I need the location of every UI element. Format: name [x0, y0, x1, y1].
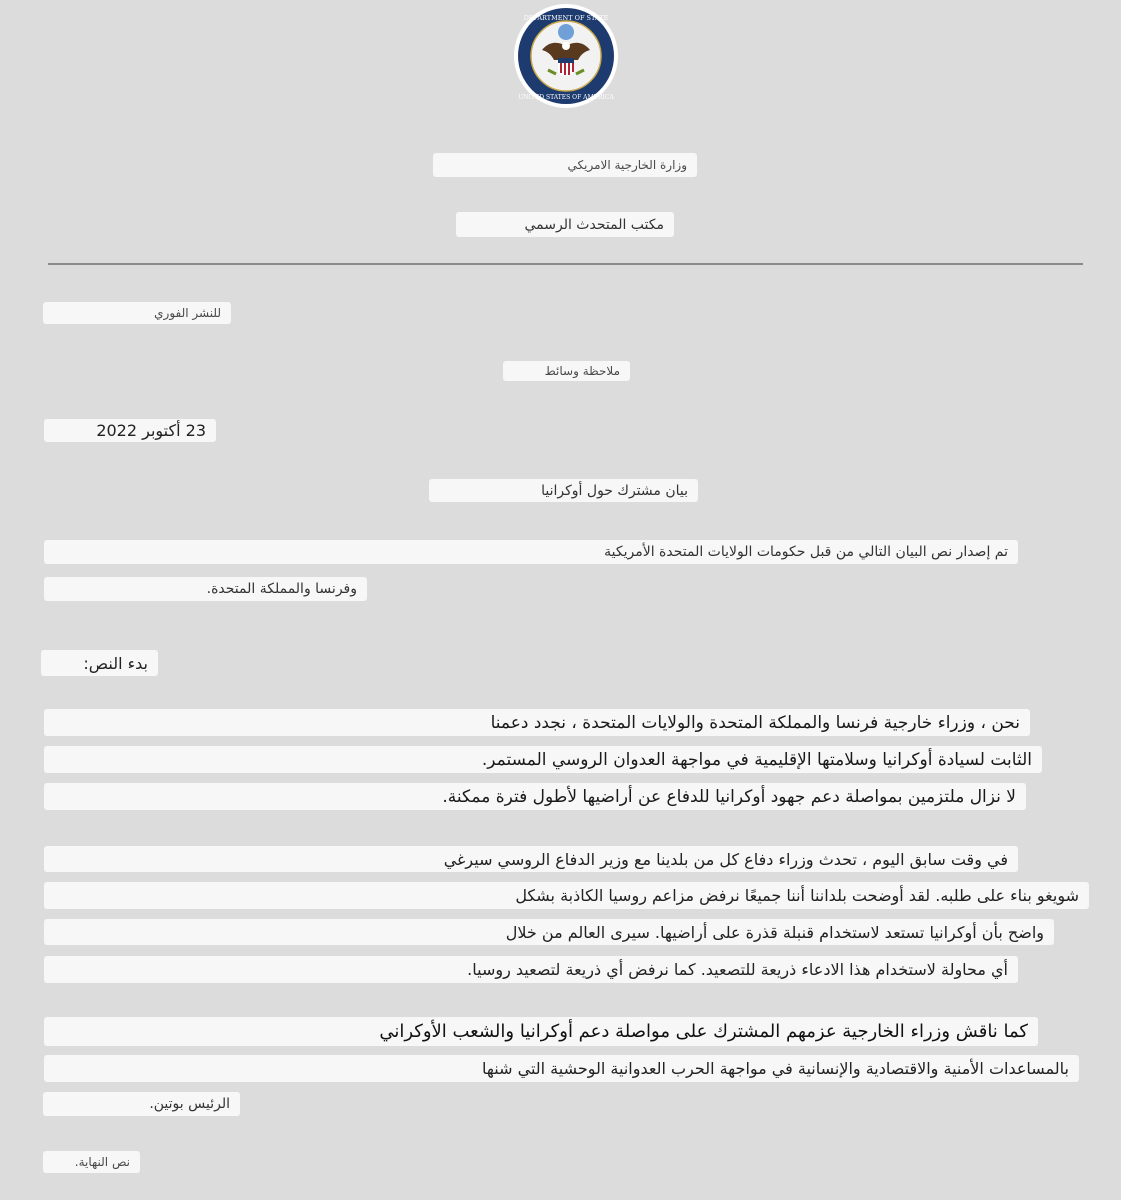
department-text: وزارة الخارجية الامريكي — [567, 158, 687, 172]
paragraph1-line-text: لا نزال ملتزمين بمواصلة دعم جهود أوكرانيا للدفاع عن أراضيها لأطول فترة ممكنة. — [442, 786, 1016, 807]
media-note-text: ملاحظة وسائط — [544, 364, 620, 378]
paragraph2-line — [44, 882, 1089, 909]
state-department-seal — [512, 2, 620, 110]
paragraph3-line-text: الرئيس بوتين. — [149, 1096, 230, 1112]
paragraph3-line-text: بالمساعدات الأمنية والاقتصادية والإنسانية في مواجهة الحرب العدوانية الوحشية التي شنها — [482, 1059, 1069, 1078]
paragraph2-line-text: شويغو بناء على طلبه. لقد أوضحت بلداننا أننا جميعًا نرفض مزاعم روسيا الكاذبة بشكل — [515, 886, 1079, 905]
paragraph2-line — [44, 919, 1054, 945]
statement-title — [429, 479, 698, 502]
intro-line-2-text: وفرنسا والمملكة المتحدة. — [206, 581, 357, 597]
paragraph1-line — [44, 709, 1030, 736]
text-end-label — [43, 1151, 140, 1173]
date-text: 23 أكتوبر 2022 — [96, 421, 206, 440]
header-divider — [48, 263, 1083, 265]
office-label — [456, 212, 674, 237]
paragraph3-line-text: كما ناقش وزراء الخارجية عزمهم المشترك على مواصلة دعم أوكرانيا والشعب الأوكراني — [379, 1021, 1028, 1042]
release-label — [43, 302, 231, 324]
media-note-label — [503, 361, 630, 381]
paragraph2-line — [44, 846, 1018, 872]
svg-text:DEPARTMENT OF STATE: DEPARTMENT OF STATE — [523, 14, 609, 22]
paragraph3-line — [44, 1055, 1079, 1082]
paragraph1-line — [44, 746, 1042, 773]
paragraph1-line-text: نحن ، وزراء خارجية فرنسا والمملكة المتحدة والولايات المتحدة ، نجدد دعمنا — [490, 712, 1020, 733]
text-start-label — [41, 650, 158, 676]
intro-line-1-text: تم إصدار نص البيان التالي من قبل حكومات الولايات المتحدة الأمريكية — [604, 544, 1008, 560]
intro-line-1 — [44, 540, 1018, 564]
department-label — [433, 153, 697, 177]
svg-text:UNITED STATES OF AMERICA: UNITED STATES OF AMERICA — [518, 94, 614, 101]
intro-line-2 — [44, 577, 367, 601]
statement-title-text: بيان مشترك حول أوكرانيا — [541, 482, 688, 499]
text-end-text: نص النهاية. — [74, 1155, 130, 1169]
paragraph3-line — [43, 1092, 240, 1116]
office-text: مكتب المتحدث الرسمي — [524, 216, 664, 233]
eagle-seal-icon — [512, 2, 620, 110]
release-text: للنشر الفوري — [154, 306, 221, 320]
paragraph2-line-text: واضح بأن أوكرانيا تستعد لاستخدام قنبلة قذرة على أراضيها. سيرى العالم من خلال — [505, 922, 1044, 942]
date-label — [44, 419, 216, 442]
paragraph1-line — [44, 783, 1026, 810]
paragraph2-line-text: في وقت سابق اليوم ، تحدث وزراء دفاع كل من بلدينا مع وزير الدفاع الروسي سيرغي — [443, 849, 1008, 869]
paragraph2-line — [44, 956, 1018, 983]
paragraph1-line-text: الثابت لسيادة أوكرانيا وسلامتها الإقليمية في مواجهة العدوان الروسي المستمر. — [481, 749, 1032, 770]
paragraph2-line-text: أي محاولة لاستخدام هذا الادعاء ذريعة للتصعيد. كما نرفض أي ذريعة لتصعيد روسيا. — [467, 960, 1008, 979]
paragraph3-line — [44, 1017, 1038, 1046]
text-start-text: بدء النص: — [83, 653, 148, 673]
